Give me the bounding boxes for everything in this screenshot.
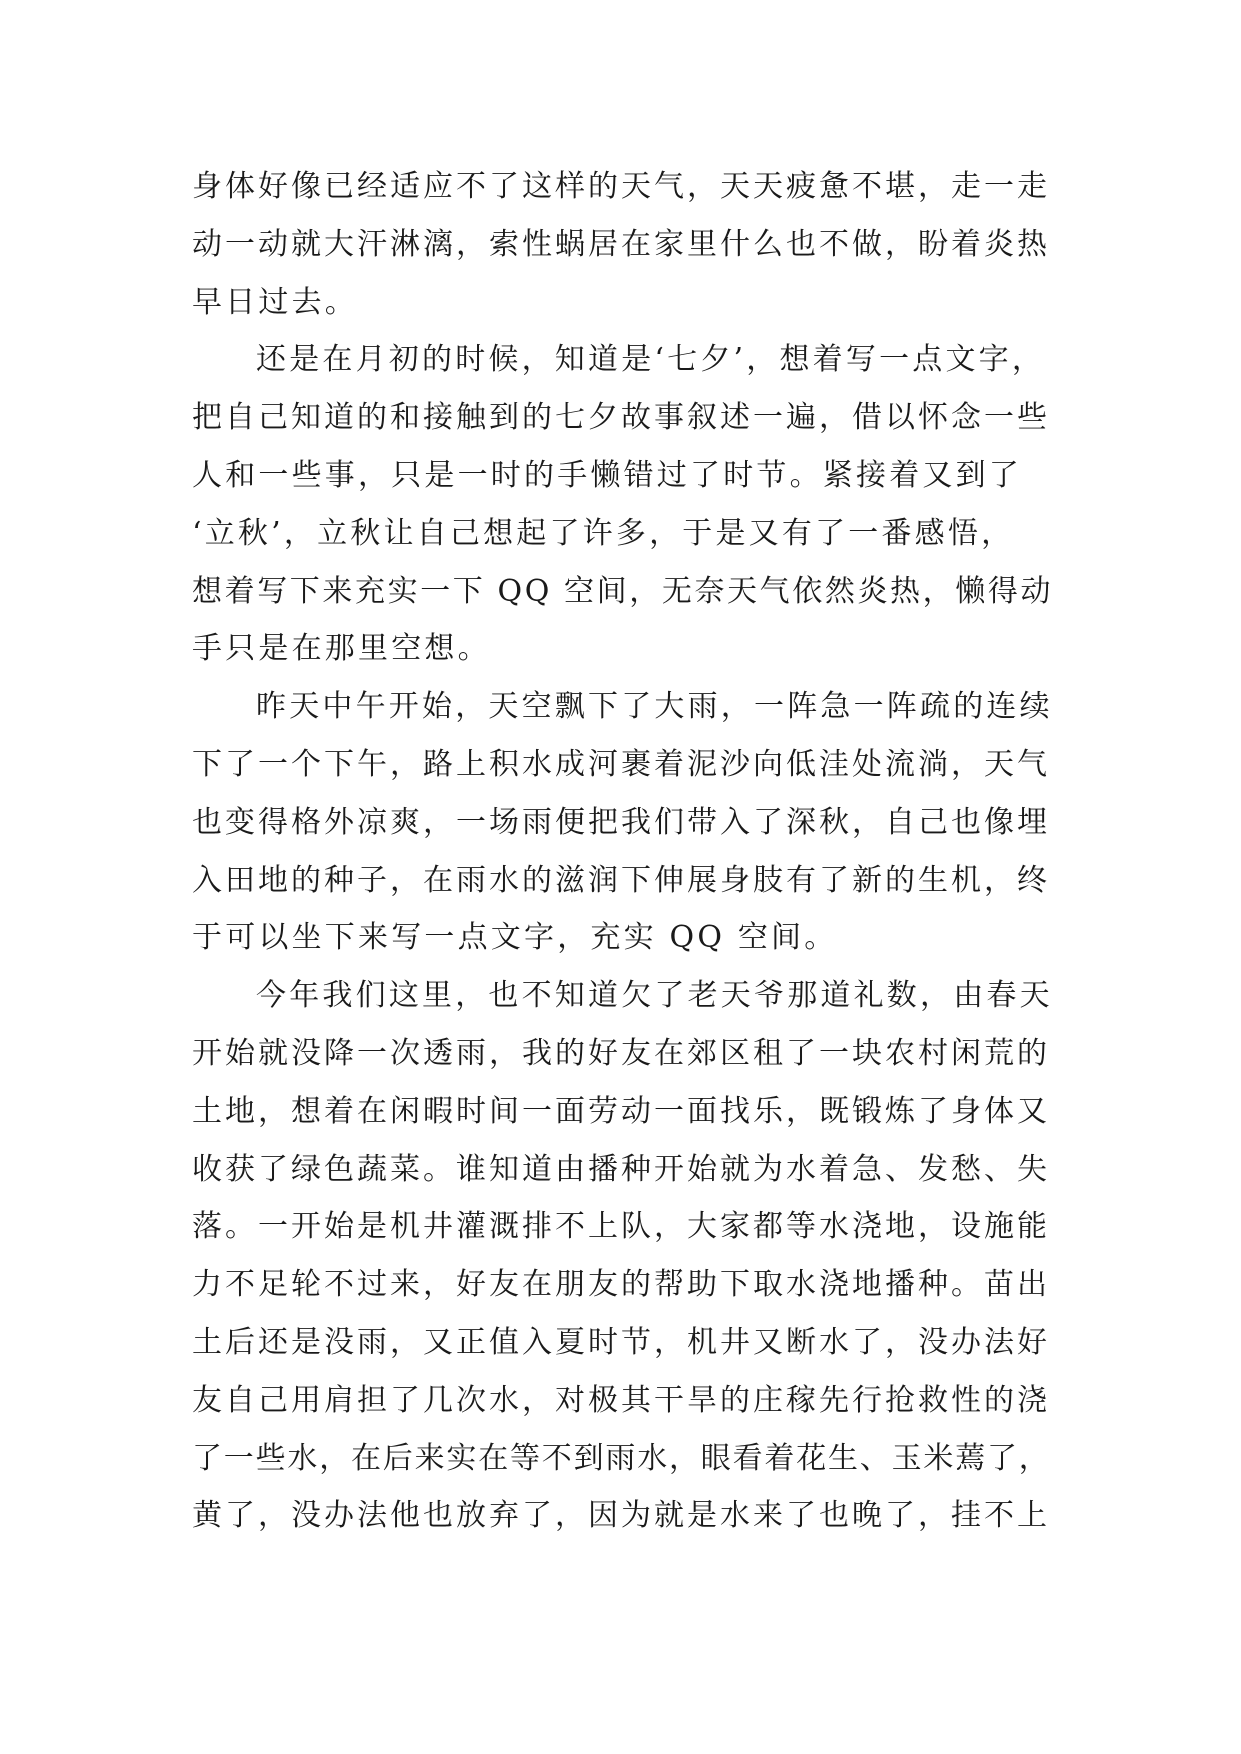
- text-line: 也变得格外凉爽，一场雨便把我们带入了深秋，自己也像埋: [192, 804, 1050, 840]
- text-line: 下了一个下午，路上积水成河裹着泥沙向低洼处流淌，天气: [192, 746, 1050, 782]
- text-line: 了一些水，在后来实在等不到雨水，眼看着花生、玉米蔫了，: [192, 1440, 1051, 1476]
- paragraph-start-line: 昨天中午开始，天空飘下了大雨，一阵急一阵疏的连续: [256, 689, 1053, 725]
- text-line: 力不足轮不过来，好友在朋友的帮助下取水浇地播种。苗出: [192, 1267, 1050, 1303]
- text-line: 把自己知道的和接触到的七夕故事叙述一遍，借以怀念一些: [192, 400, 1050, 436]
- text-line: 友自己用肩担了几次水，对极其干旱的庄稼先行抢救性的浇: [192, 1382, 1050, 1418]
- text-line: 想着写下来充实一下 QQ 空间，无奈天气依然炎热，懒得动: [192, 573, 1054, 609]
- text-line: 动一动就大汗淋漓，索性蜗居在家里什么也不做，盼着炎热: [192, 226, 1050, 262]
- text-line: 手只是在那里空想。: [192, 631, 491, 667]
- text-line: 于可以坐下来写一点文字，充实 QQ 空间。: [192, 920, 838, 956]
- text-line: 土后还是没雨，又正值入夏时节，机井又断水了，没办法好: [192, 1324, 1050, 1360]
- text-line: 早日过去。: [192, 284, 358, 320]
- text-line: 土地，想着在闲暇时间一面劳动一面找乐，既锻炼了身体又: [192, 1093, 1050, 1129]
- text-line: ‘立秋’，立秋让自己想起了许多，于是又有了一番感悟，: [192, 515, 1015, 551]
- paragraph-start-line: 还是在月初的时候，知道是‘七夕’，想着写一点文字，: [256, 342, 1046, 378]
- document-body: [192, 158, 1054, 1545]
- text-line: 开始就没降一次透雨，我的好友在郊区租了一块农村闲荒的: [192, 1035, 1050, 1071]
- text-line: 收获了绿色蔬菜。谁知道由播种开始就为水着急、发愁、失: [192, 1151, 1050, 1187]
- text-line: 落。一开始是机井灌溉排不上队，大家都等水浇地，设施能: [192, 1209, 1050, 1245]
- paragraph-start-line: 今年我们这里，也不知道欠了老天爷那道礼数，由春天: [256, 978, 1053, 1014]
- text-line: 黄了，没办法他也放弃了，因为就是水来了也晚了，挂不上: [192, 1498, 1050, 1534]
- text-line: 入田地的种子，在雨水的滋润下伸展身肢有了新的生机，终: [192, 862, 1050, 898]
- text-line: 人和一些事，只是一时的手懒错过了时节。紧接着又到了: [192, 457, 1022, 493]
- text-line: 身体好像已经适应不了这样的天气，天天疲惫不堪，走一走: [192, 169, 1050, 204]
